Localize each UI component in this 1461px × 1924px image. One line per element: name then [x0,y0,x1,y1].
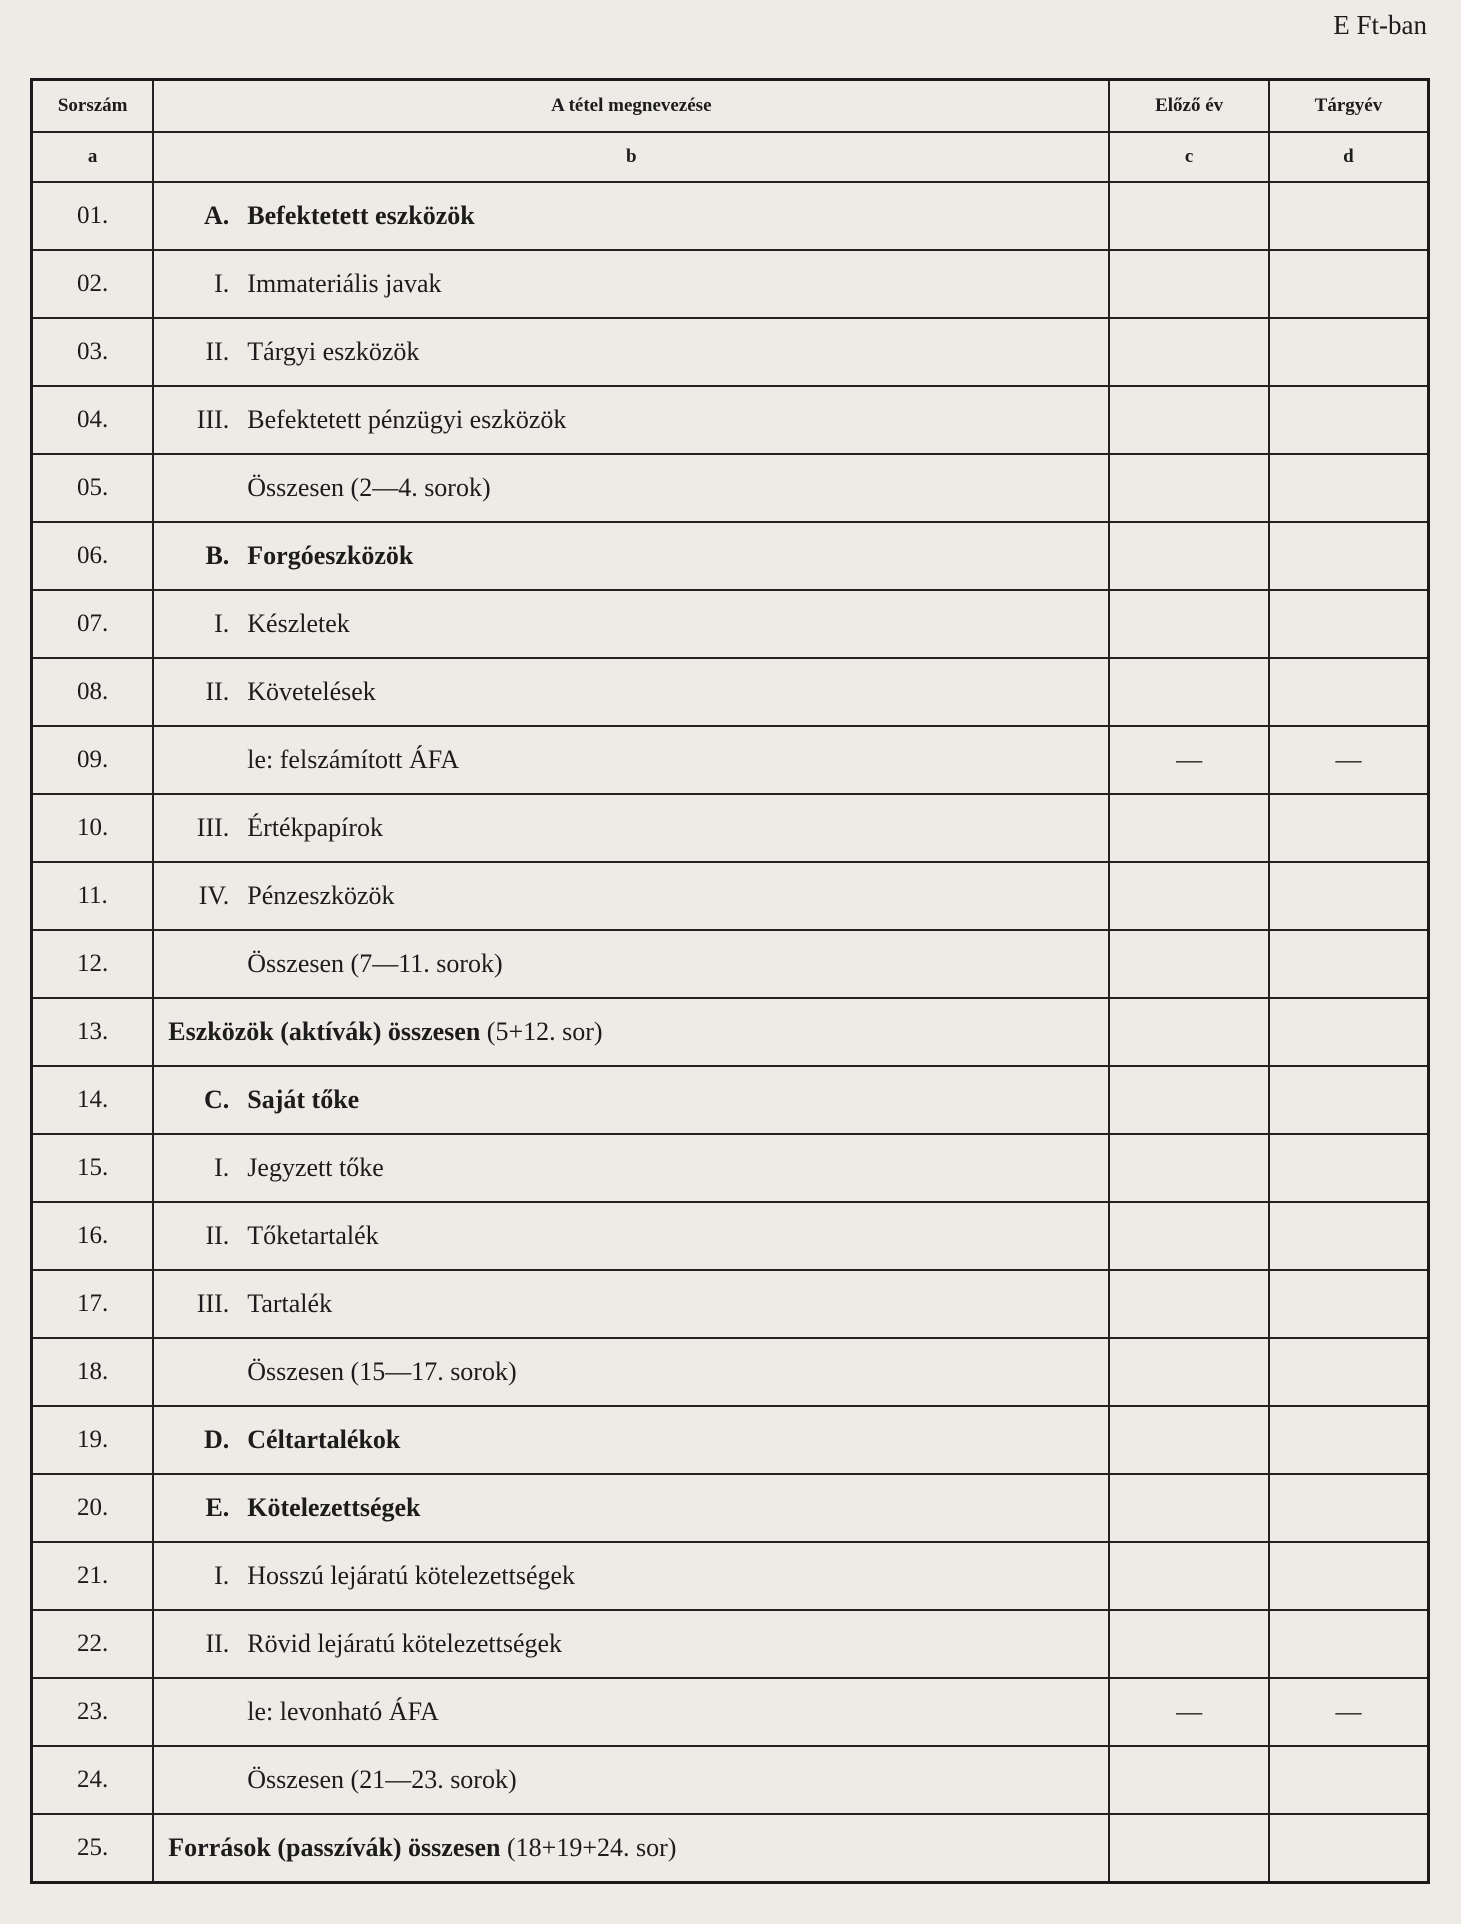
item-label: Befektetett pénzügyi eszközök [247,405,567,434]
row-number: 08. [32,658,154,726]
table-row [32,522,1429,590]
item-prefix: III. [196,405,230,434]
total-label-bold: Eszközök (aktívák) összesen [168,1017,481,1046]
item-prefix: I. [214,609,230,638]
item-label: Összesen (15—17. sorok) [247,1357,517,1386]
table-row [32,1746,1429,1814]
prev-year-value [1109,1338,1269,1406]
current-year-value [1269,1474,1429,1542]
current-year-value [1269,1270,1429,1338]
current-year-value [1269,318,1429,386]
item-prefix: I. [214,1153,230,1182]
prev-year-value [1109,590,1269,658]
item-label: Kötelezettségek [247,1493,421,1522]
current-year-value [1269,522,1429,590]
balance-sheet-table [30,78,1430,1884]
item-prefix: B. [205,541,230,570]
current-year-value [1269,862,1429,930]
item-prefix: II. [205,337,230,366]
item-prefix: II. [205,677,230,706]
item-name-cell [153,1474,1109,1542]
item-name-cell [153,386,1109,454]
prev-year-value [1109,1406,1269,1474]
current-year-value [1269,998,1429,1066]
current-year-value [1269,1066,1429,1134]
item-name-cell [153,1270,1109,1338]
row-number: 16. [32,1202,154,1270]
table-row [32,1270,1429,1338]
item-label: Tőketartalék [247,1221,379,1250]
prev-year-value [1109,1134,1269,1202]
row-number: 15. [32,1134,154,1202]
table-row [32,454,1429,522]
column-letter-row [32,132,1429,182]
item-prefix: E. [205,1493,230,1522]
item-label: Saját tőke [247,1085,360,1114]
row-number: 17. [32,1270,154,1338]
table-row [32,930,1429,998]
item-name-cell [153,522,1109,590]
item-name-cell [153,930,1109,998]
header-row [32,80,1429,133]
column-letter-d: d [1269,132,1429,182]
item-label: Tárgyi eszközök [247,337,420,366]
total-label-bold: Források (passzívák) összesen [168,1833,501,1862]
prev-year-value [1109,522,1269,590]
current-year-value [1269,930,1429,998]
row-number: 10. [32,794,154,862]
row-number: 13. [32,998,154,1066]
column-letter-a: a [32,132,154,182]
table-row [32,1338,1429,1406]
current-year-value [1269,1134,1429,1202]
prev-year-value [1109,318,1269,386]
current-year-value: — [1269,1678,1429,1746]
current-year-value [1269,250,1429,318]
prev-year-value [1109,386,1269,454]
row-number: 14. [32,1066,154,1134]
prev-year-value [1109,1474,1269,1542]
prev-year-value [1109,1270,1269,1338]
item-label: Hosszú lejáratú kötelezettségek [247,1561,576,1590]
table-row [32,998,1429,1066]
table-row [32,1542,1429,1610]
row-number: 22. [32,1610,154,1678]
table-row [32,590,1429,658]
row-number: 11. [32,862,154,930]
item-name-cell [153,182,1109,250]
item-name-cell [153,998,1109,1066]
item-name-cell [153,1678,1109,1746]
currency-unit-label: E Ft-ban [1333,10,1427,40]
item-name-cell [153,1202,1109,1270]
item-prefix: III. [196,1289,230,1318]
item-label: Követelések [247,677,376,706]
item-name-cell [153,454,1109,522]
table-row [32,250,1429,318]
item-prefix: IV. [198,881,230,910]
table-row [32,1678,1429,1746]
item-name-cell [153,590,1109,658]
table-row [32,1814,1429,1883]
table-row [32,386,1429,454]
item-prefix: C. [204,1085,230,1114]
current-year-value [1269,1746,1429,1814]
item-name-cell [153,1814,1109,1883]
item-label: Tartalék [247,1289,333,1318]
table-row [32,1202,1429,1270]
row-number: 02. [32,250,154,318]
table-row [32,1610,1429,1678]
total-label-rest: (18+19+24. sor) [500,1833,677,1862]
row-number: 09. [32,726,154,794]
item-label: Forgóeszközök [247,541,414,570]
item-label: Készletek [247,609,350,638]
prev-year-value [1109,454,1269,522]
row-number: 05. [32,454,154,522]
item-name-cell [153,1406,1109,1474]
header-megnevezes: A tétel megnevezése [153,80,1109,133]
item-label: le: levonható ÁFA [247,1697,439,1726]
prev-year-value: — [1109,726,1269,794]
table-row [32,658,1429,726]
row-number: 04. [32,386,154,454]
header-sorszam: Sorszám [32,80,154,133]
balance-rows [32,182,1429,1883]
item-label: Pénzeszközök [247,881,395,910]
item-name-cell [153,1134,1109,1202]
prev-year-value [1109,998,1269,1066]
item-name-cell [153,658,1109,726]
table-row [32,1474,1429,1542]
item-label: Összesen (7—11. sorok) [247,949,503,978]
row-number: 24. [32,1746,154,1814]
item-name-cell [153,1746,1109,1814]
prev-year-value [1109,182,1269,250]
item-name-cell [153,794,1109,862]
item-label: Befektetett eszközök [247,201,475,230]
prev-year-value [1109,250,1269,318]
current-year-value [1269,454,1429,522]
table-row [32,1066,1429,1134]
header-targyev: Tárgyév [1269,80,1429,133]
current-year-value [1269,1406,1429,1474]
row-number: 23. [32,1678,154,1746]
column-letter-c: c [1109,132,1269,182]
row-number: 20. [32,1474,154,1542]
row-number: 06. [32,522,154,590]
current-year-value [1269,1542,1429,1610]
item-prefix: III. [196,813,230,842]
prev-year-value [1109,930,1269,998]
current-year-value [1269,794,1429,862]
current-year-value: — [1269,726,1429,794]
row-number: 25. [32,1814,154,1883]
item-name-cell [153,862,1109,930]
item-prefix: A. [204,201,230,230]
row-number: 21. [32,1542,154,1610]
row-number: 07. [32,590,154,658]
item-label: Céltartalékok [247,1425,401,1454]
header-elozo-ev: Előző év [1109,80,1269,133]
total-label-rest: (5+12. sor) [480,1017,603,1046]
item-label: Összesen (2—4. sorok) [247,473,491,502]
prev-year-value [1109,794,1269,862]
prev-year-value [1109,1610,1269,1678]
item-prefix: II. [205,1629,230,1658]
current-year-value [1269,590,1429,658]
current-year-value [1269,182,1429,250]
current-year-value [1269,386,1429,454]
table-row [32,1406,1429,1474]
table-row [32,726,1429,794]
item-name-cell [153,726,1109,794]
prev-year-value [1109,1542,1269,1610]
prev-year-value [1109,862,1269,930]
current-year-value [1269,1814,1429,1883]
item-prefix: I. [214,1561,230,1590]
row-number: 19. [32,1406,154,1474]
prev-year-value [1109,1814,1269,1883]
table-row [32,794,1429,862]
item-prefix: D. [204,1425,230,1454]
row-number: 18. [32,1338,154,1406]
current-year-value [1269,1610,1429,1678]
item-name-cell [153,1610,1109,1678]
current-year-value [1269,1338,1429,1406]
item-prefix: I. [214,269,230,298]
prev-year-value: — [1109,1678,1269,1746]
row-number: 03. [32,318,154,386]
item-name-cell [153,250,1109,318]
prev-year-value [1109,1746,1269,1814]
prev-year-value [1109,658,1269,726]
row-number: 12. [32,930,154,998]
item-name-cell [153,1542,1109,1610]
table-row [32,182,1429,250]
table-row [32,318,1429,386]
item-label: Immateriális javak [247,269,442,298]
item-label: Összesen (21—23. sorok) [247,1765,517,1794]
column-letter-b: b [153,132,1109,182]
item-label: le: felszámított ÁFA [247,745,460,774]
item-name-cell [153,1066,1109,1134]
item-label: Jegyzett tőke [247,1153,384,1182]
row-number: 01. [32,182,154,250]
item-name-cell [153,1338,1109,1406]
current-year-value [1269,658,1429,726]
prev-year-value [1109,1066,1269,1134]
item-label: Értékpapírok [247,813,384,842]
current-year-value [1269,1202,1429,1270]
prev-year-value [1109,1202,1269,1270]
table-row [32,862,1429,930]
item-name-cell [153,318,1109,386]
item-label: Rövid lejáratú kötelezettségek [247,1629,563,1658]
item-prefix: II. [205,1221,230,1250]
table-row [32,1134,1429,1202]
